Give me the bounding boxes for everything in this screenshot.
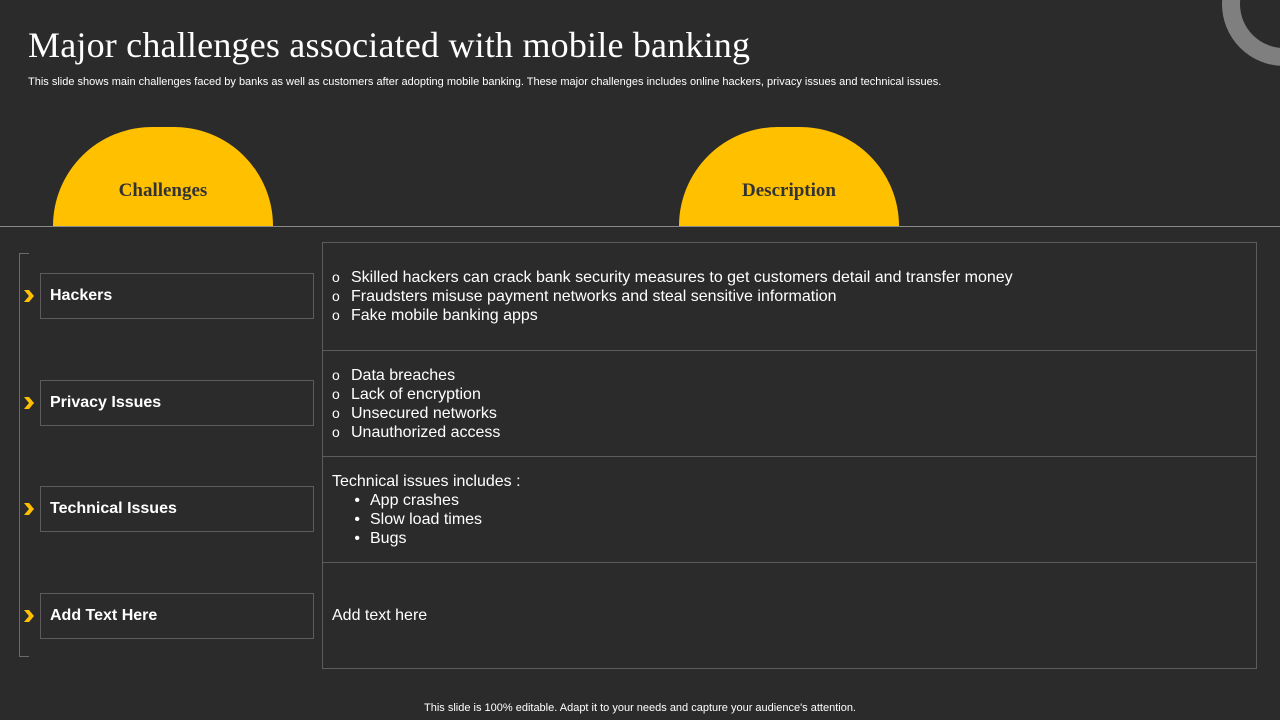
list-item: o Fraudsters misuse payment networks and steal sensitive information <box>332 288 837 305</box>
circle-bullet-icon: o <box>332 423 340 440</box>
bullet-icon: • <box>354 510 360 528</box>
circle-bullet-icon: o <box>332 366 340 383</box>
chevron-right-icon <box>23 609 35 623</box>
list-item: o Unauthorized access <box>332 423 501 441</box>
description-hackers <box>323 243 1256 350</box>
list-item: o Data breaches <box>332 366 456 384</box>
slide-title: Major challenges associated with mobile banking <box>28 25 751 65</box>
header-divider <box>0 226 1280 227</box>
chevron-right-icon <box>23 289 35 303</box>
placeholder-text: Add text here <box>332 607 428 624</box>
circle-bullet-icon: o <box>332 288 340 304</box>
description-table <box>322 242 1257 669</box>
list-item: o Unsecured networks <box>332 404 497 422</box>
circle-bullet-icon: o <box>332 385 340 402</box>
bullet-icon: • <box>354 491 360 509</box>
description-header <box>679 127 899 226</box>
challenges-bracket <box>19 253 29 657</box>
circle-bullet-icon: o <box>332 404 340 421</box>
circle-bullet-icon: o <box>332 269 340 285</box>
list-item: o Skilled hackers can crack bank security measures to get customers detail and transfer money <box>332 269 1013 286</box>
challenges-header <box>53 127 273 226</box>
description-privacy <box>323 350 1256 456</box>
list-item: • Bugs <box>332 529 1256 548</box>
challenge-add-text: Add Text Here <box>40 593 314 639</box>
challenge-technical-issues: Technical Issues <box>40 486 314 532</box>
chevron-right-icon <box>23 396 35 410</box>
description-header-label: Description <box>742 180 836 201</box>
list-item: • Slow load times <box>332 510 1256 529</box>
challenges-header-label: Challenges <box>118 180 208 201</box>
list-item: • App crashes <box>332 491 1256 510</box>
bullet-icon: • <box>354 529 360 547</box>
chevron-right-icon <box>23 502 35 516</box>
challenge-privacy-issues: Privacy Issues <box>40 380 314 426</box>
description-technical <box>323 456 1256 562</box>
challenge-hackers: Hackers <box>40 273 314 319</box>
decorative-ring <box>1222 0 1280 66</box>
circle-bullet-icon: o <box>332 307 340 323</box>
technical-intro: Technical issues includes : <box>332 472 521 490</box>
footer-note: This slide is 100% editable. Adapt it to your needs and capture your audience's attention. <box>424 702 856 714</box>
list-item: o Fake mobile banking apps <box>332 307 538 324</box>
slide-subtitle: This slide shows main challenges faced by banks as well as customers after adopting mobile banking. These major challenges includes online hackers, privacy issues and technical issues. <box>28 76 942 88</box>
description-placeholder <box>323 562 1256 668</box>
list-item: o Lack of encryption <box>332 385 481 403</box>
